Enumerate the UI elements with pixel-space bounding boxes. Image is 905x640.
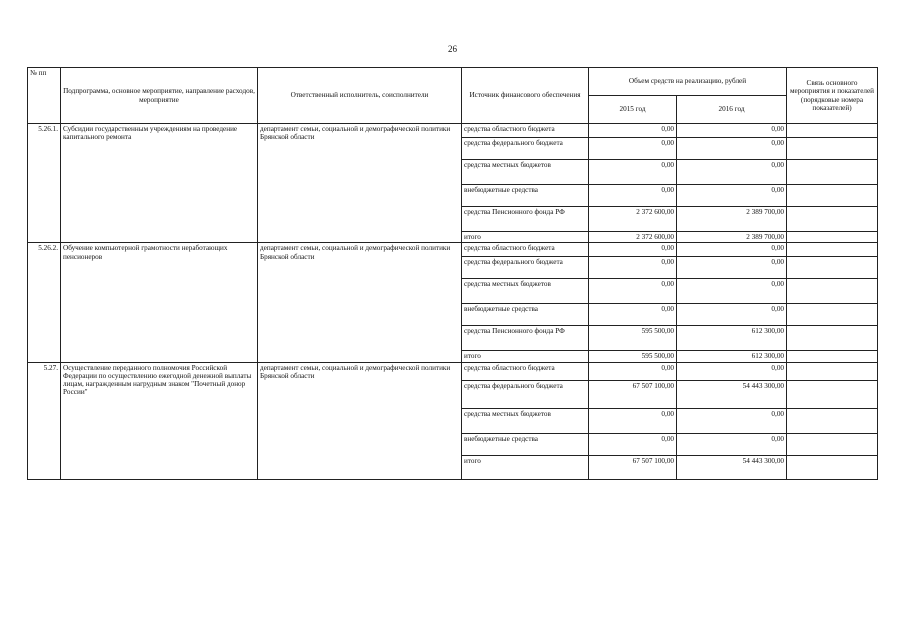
link-cell — [787, 207, 878, 232]
source-cell: внебюджетные средства — [462, 433, 589, 455]
source-cell: средства федерального бюджета — [462, 257, 589, 279]
value-2015: 0,00 — [589, 433, 677, 455]
source-cell: средства Пенсионного фонда РФ — [462, 207, 589, 232]
source-cell: итого — [462, 351, 589, 362]
source-cell: средства Пенсионного фонда РФ — [462, 326, 589, 351]
value-2015: 0,00 — [589, 243, 677, 257]
row-name: Обучение компьютерной грамотности неработающих пенсионеров — [61, 243, 258, 362]
value-2015: 0,00 — [589, 408, 677, 433]
row-code: 5.26.1. — [28, 124, 61, 243]
source-cell: итого — [462, 232, 589, 243]
value-2015: 67 507 100,00 — [589, 455, 677, 479]
row-name: Субсидии государственным учреждениям на проведение капитального ремонта — [61, 124, 258, 243]
value-2015: 0,00 — [589, 138, 677, 160]
header-executor: Ответственный исполнитель, соисполнители — [258, 68, 462, 124]
source-cell: средства федерального бюджета — [462, 138, 589, 160]
value-2015: 0,00 — [589, 160, 677, 185]
value-2015: 595 500,00 — [589, 351, 677, 362]
link-cell — [787, 243, 878, 257]
header-volume: Объем средств на реализацию, рублей — [589, 68, 787, 96]
value-2015: 0,00 — [589, 279, 677, 304]
link-cell — [787, 433, 878, 455]
value-2016: 612 300,00 — [677, 326, 787, 351]
value-2016: 0,00 — [677, 160, 787, 185]
source-cell: средства областного бюджета — [462, 243, 589, 257]
link-cell — [787, 257, 878, 279]
value-2015: 0,00 — [589, 124, 677, 138]
source-cell: средства местных бюджетов — [462, 160, 589, 185]
value-2016: 0,00 — [677, 243, 787, 257]
value-2016: 0,00 — [677, 185, 787, 207]
header-link: Связь основного мероприятия и показателей (порядковые номера показателей) — [787, 68, 878, 124]
value-2015: 67 507 100,00 — [589, 380, 677, 408]
table-row — [28, 362, 878, 380]
header-source: Источник финансового обеспечения — [462, 68, 589, 124]
row-code: 5.27. — [28, 362, 61, 479]
value-2016: 0,00 — [677, 304, 787, 326]
link-cell — [787, 279, 878, 304]
source-cell: средства областного бюджета — [462, 362, 589, 380]
table-body — [28, 124, 878, 480]
source-cell: внебюджетные средства — [462, 304, 589, 326]
value-2016: 0,00 — [677, 362, 787, 380]
row-code: 5.26.2. — [28, 243, 61, 362]
page-number: 26 — [448, 44, 457, 54]
source-cell: средства федерального бюджета — [462, 380, 589, 408]
source-cell: средства местных бюджетов — [462, 279, 589, 304]
link-cell — [787, 326, 878, 351]
header-2016: 2016 год — [677, 96, 787, 124]
header-row — [28, 68, 878, 96]
value-2016: 0,00 — [677, 138, 787, 160]
row-name: Осуществление переданного полномочия Российской Федерации по осуществлению ежегодной денежной выплаты лицам, награжденным нагрудным знаком "Почетный донор России" — [61, 362, 258, 479]
row-executor: департамент семьи, социальной и демографической политики Брянской области — [258, 124, 462, 243]
value-2016: 54 443 300,00 — [677, 455, 787, 479]
source-cell: итого — [462, 455, 589, 479]
source-cell: средства местных бюджетов — [462, 408, 589, 433]
link-cell — [787, 185, 878, 207]
link-cell — [787, 304, 878, 326]
value-2015: 0,00 — [589, 304, 677, 326]
value-2016: 612 300,00 — [677, 351, 787, 362]
link-cell — [787, 124, 878, 138]
value-2016: 2 389 700,00 — [677, 207, 787, 232]
value-2016: 54 443 300,00 — [677, 380, 787, 408]
link-cell — [787, 362, 878, 380]
value-2015: 0,00 — [589, 185, 677, 207]
link-cell — [787, 138, 878, 160]
row-executor: департамент семьи, социальной и демографической политики Брянской области — [258, 243, 462, 362]
table-row — [28, 243, 878, 257]
value-2016: 2 389 700,00 — [677, 232, 787, 243]
value-2016: 0,00 — [677, 279, 787, 304]
link-cell — [787, 351, 878, 362]
value-2015: 0,00 — [589, 362, 677, 380]
value-2015: 2 372 600,00 — [589, 232, 677, 243]
value-2015: 0,00 — [589, 257, 677, 279]
source-cell: внебюджетные средства — [462, 185, 589, 207]
value-2015: 595 500,00 — [589, 326, 677, 351]
link-cell — [787, 408, 878, 433]
link-cell — [787, 232, 878, 243]
value-2015: 2 372 600,00 — [589, 207, 677, 232]
header-2015: 2015 год — [589, 96, 677, 124]
value-2016: 0,00 — [677, 408, 787, 433]
link-cell — [787, 160, 878, 185]
value-2016: 0,00 — [677, 433, 787, 455]
row-executor: департамент семьи, социальной и демографической политики Брянской области — [258, 362, 462, 479]
header-subprogram: Подпрограмма, основное мероприятие, направление расходов, мероприятие — [61, 68, 258, 124]
link-cell — [787, 380, 878, 408]
table-row — [28, 124, 878, 138]
financing-table — [27, 67, 878, 480]
value-2016: 0,00 — [677, 257, 787, 279]
header-num: № пп — [28, 68, 61, 124]
link-cell — [787, 455, 878, 479]
source-cell: средства областного бюджета — [462, 124, 589, 138]
value-2016: 0,00 — [677, 124, 787, 138]
